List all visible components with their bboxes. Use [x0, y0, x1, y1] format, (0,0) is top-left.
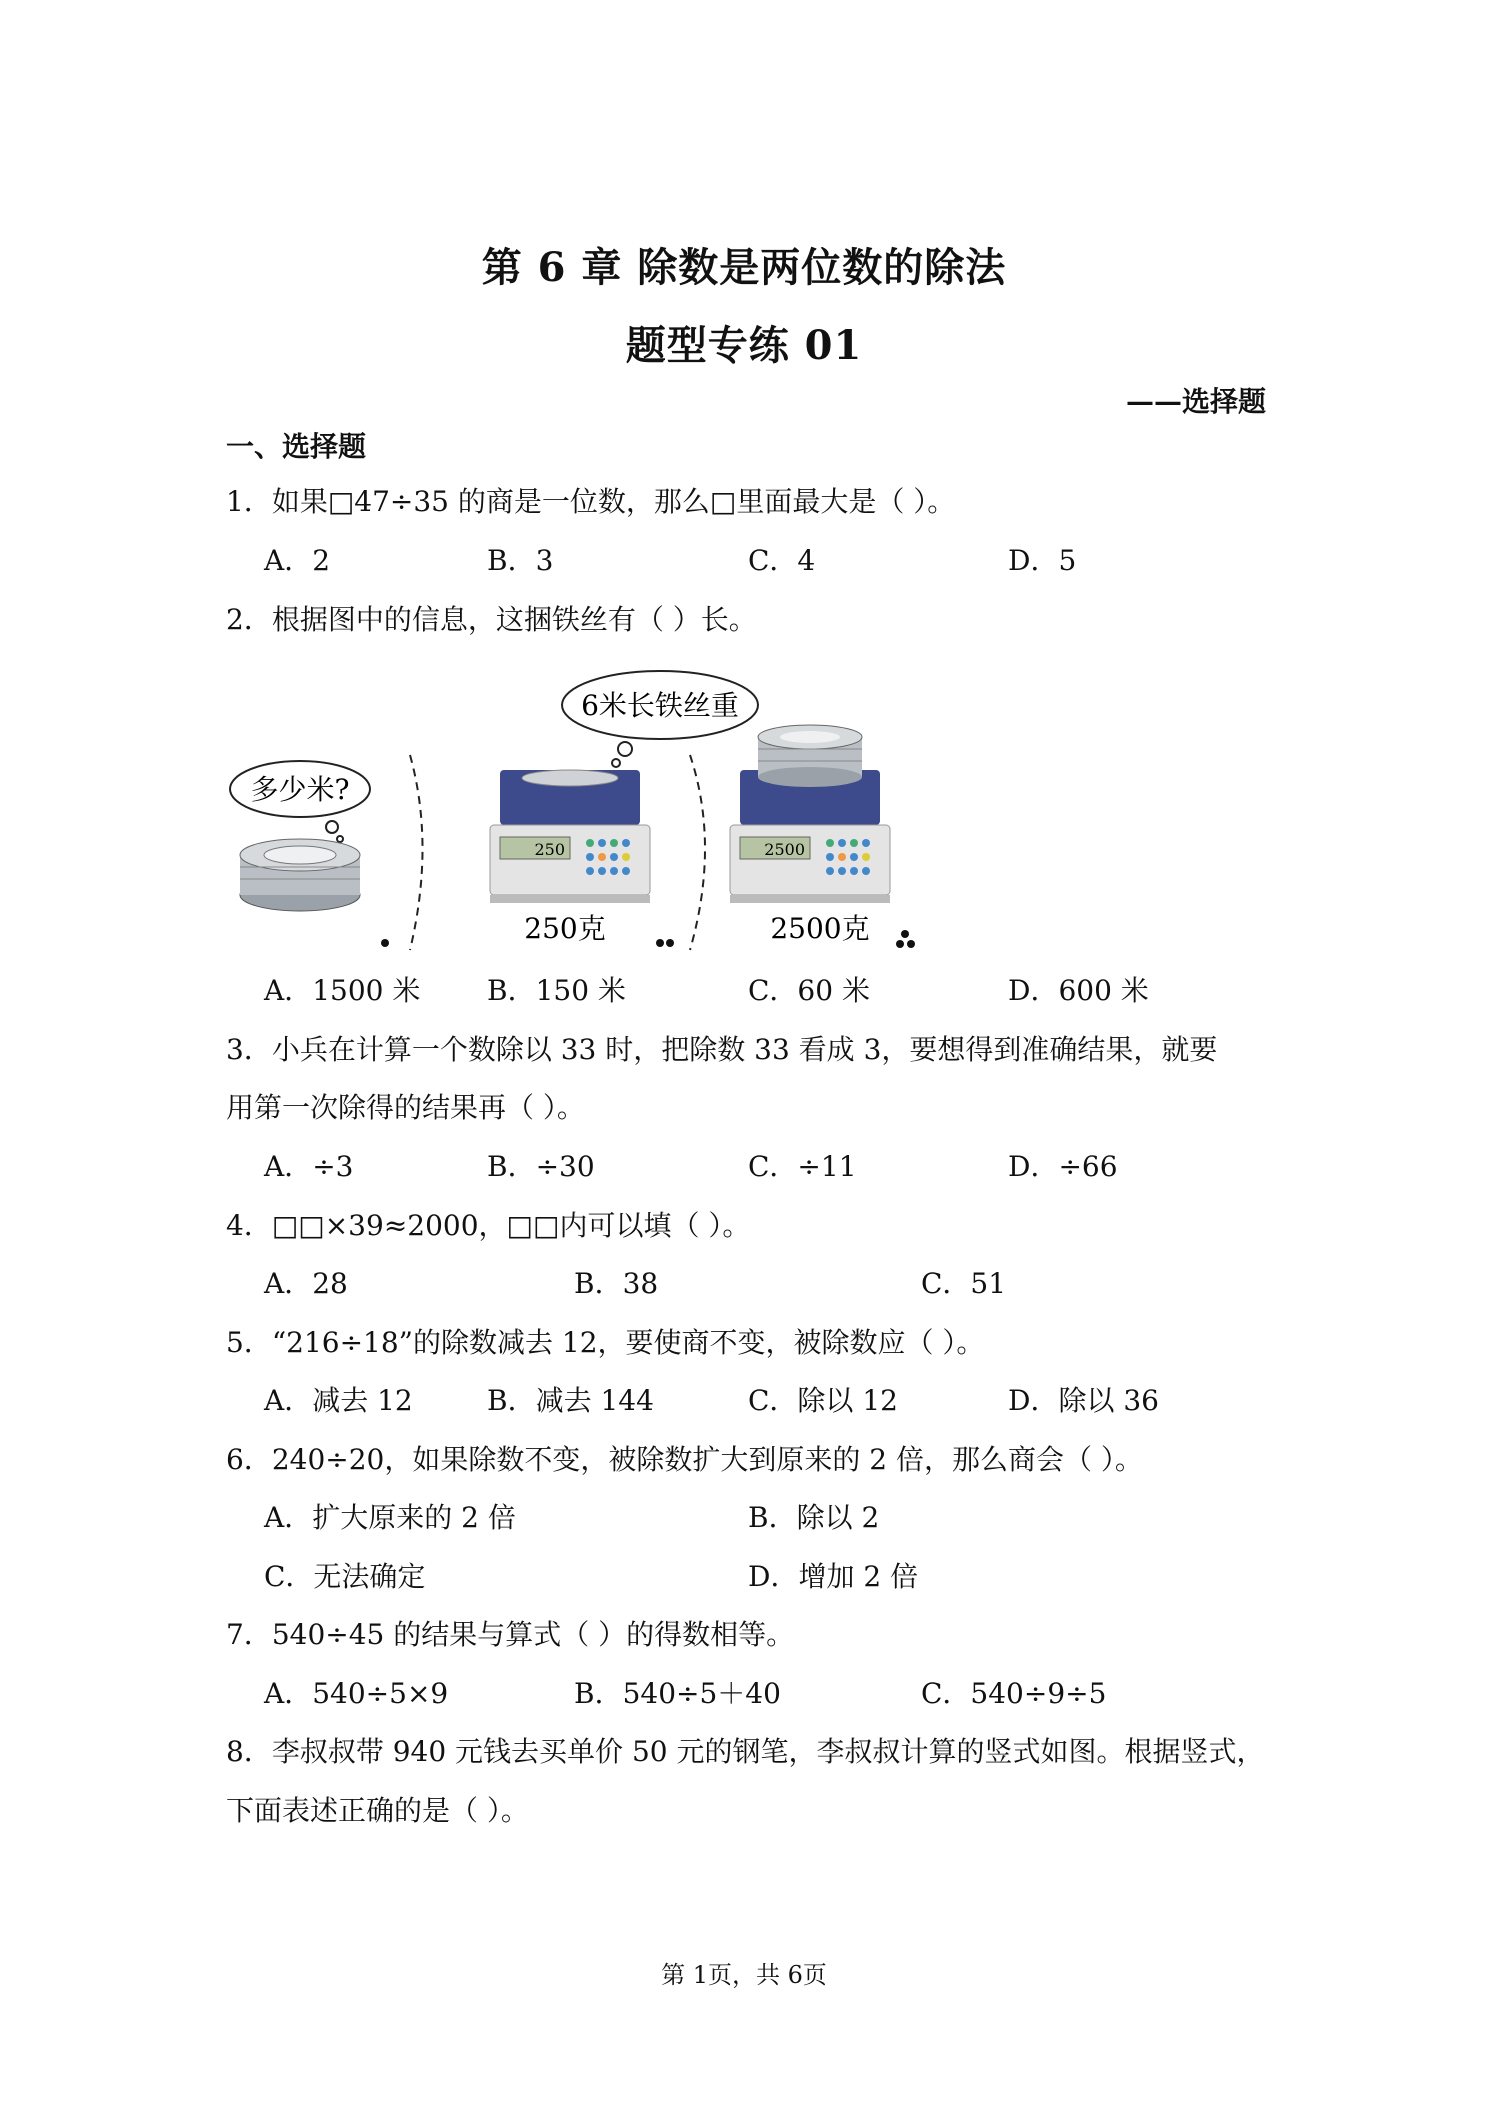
- scale-1-display: 250: [534, 840, 565, 859]
- scale-2-icon: [730, 725, 890, 903]
- scale-1-caption: 250克: [524, 912, 606, 945]
- question-7: 7．540÷45 的结果与算式（ ）的得数相等。: [226, 1618, 795, 1651]
- chapter-title: 第 6 章 除数是两位数的除法: [481, 244, 1007, 291]
- q1-option-d: D．5: [1008, 544, 1077, 577]
- q7-option-c: C．540÷9÷5: [921, 1677, 1107, 1710]
- q2-option-c: C．60 米: [748, 974, 870, 1007]
- q1-option-b: B．3: [487, 544, 554, 577]
- q5-option-b: B．减去 144: [487, 1384, 654, 1417]
- question-6: 6．240÷20，如果除数不变，被除数扩大到原来的 2 倍，那么商会（ ）。: [226, 1443, 1143, 1476]
- q3-option-a: A．÷3: [264, 1150, 354, 1183]
- scale-2-display: 2500: [764, 840, 805, 859]
- q1-option-a: A．2: [264, 544, 331, 577]
- q5-option-a: A．减去 12: [264, 1384, 413, 1417]
- q6-option-a: A．扩大原来的 2 倍: [264, 1501, 516, 1534]
- q7-option-a: A．540÷5×9: [264, 1677, 449, 1710]
- q3-option-b: B．÷30: [487, 1150, 595, 1183]
- section-heading: 一、选择题: [226, 430, 367, 463]
- dot-1-icon: [381, 939, 389, 947]
- wire-scale-figure: [220, 655, 940, 955]
- q1-option-c: C．4: [748, 544, 816, 577]
- exercise-subtitle: 题型专练 01: [625, 322, 863, 369]
- q2-option-b: B．150 米: [487, 974, 626, 1007]
- question-2: 2．根据图中的信息，这捆铁丝有（ ）长。: [226, 603, 757, 636]
- divider-2-icon: [690, 755, 705, 950]
- q3-option-d: D．÷66: [1008, 1150, 1118, 1183]
- q6-option-d: D．增加 2 倍: [748, 1560, 919, 1593]
- question-8: 8．李叔叔带 940 元钱去买单价 50 元的钢笔，李叔叔计算的竖式如图。根据竖式，: [226, 1735, 1265, 1768]
- q7-option-b: B．540÷5＋40: [574, 1677, 781, 1710]
- scale-2-caption: 2500克: [770, 912, 870, 945]
- q3-option-c: C．÷11: [748, 1150, 857, 1183]
- bubble-right-text: 6米长铁丝重: [581, 689, 739, 722]
- divider-1-icon: [410, 755, 423, 950]
- q5-option-c: C．除以 12: [748, 1384, 898, 1417]
- q6-option-b: B．除以 2: [748, 1501, 880, 1534]
- q2-option-d: D．600 米: [1008, 974, 1149, 1007]
- bubble-left-text: 多少米?: [250, 773, 350, 806]
- q5-option-d: D．除以 36: [1008, 1384, 1159, 1417]
- question-type-tag: ——选择题: [1125, 385, 1266, 418]
- wire-coil-icon: [240, 839, 360, 911]
- thought-bubble-right: [562, 671, 758, 767]
- page-number: 第 1页，共 6页: [661, 1961, 827, 1989]
- question-3: 3．小兵在计算一个数除以 33 时，把除数 33 看成 3，要想得到准确结果，就要: [226, 1033, 1218, 1066]
- question-3-line2: 用第一次除得的结果再（ ）。: [226, 1091, 585, 1124]
- thought-bubble-left: [230, 761, 370, 842]
- question-8-line2: 下面表述正确的是（ ）。: [226, 1794, 529, 1827]
- q4-option-b: B．38: [574, 1267, 659, 1300]
- q6-option-c: C．无法确定: [264, 1560, 426, 1593]
- question-4: 4．□□×39≈2000，□□内可以填（ ）。: [226, 1209, 751, 1242]
- question-5: 5．“216÷18”的除数减去 12，要使商不变，被除数应（ ）。: [226, 1326, 985, 1359]
- q4-option-c: C．51: [921, 1267, 1007, 1300]
- scale-1-icon: [490, 770, 650, 903]
- question-1: 1．如果□47÷35 的商是一位数，那么□里面最大是（ ）。: [226, 485, 956, 518]
- q2-option-a: A．1500 米: [264, 974, 421, 1007]
- q4-option-a: A．28: [264, 1267, 348, 1300]
